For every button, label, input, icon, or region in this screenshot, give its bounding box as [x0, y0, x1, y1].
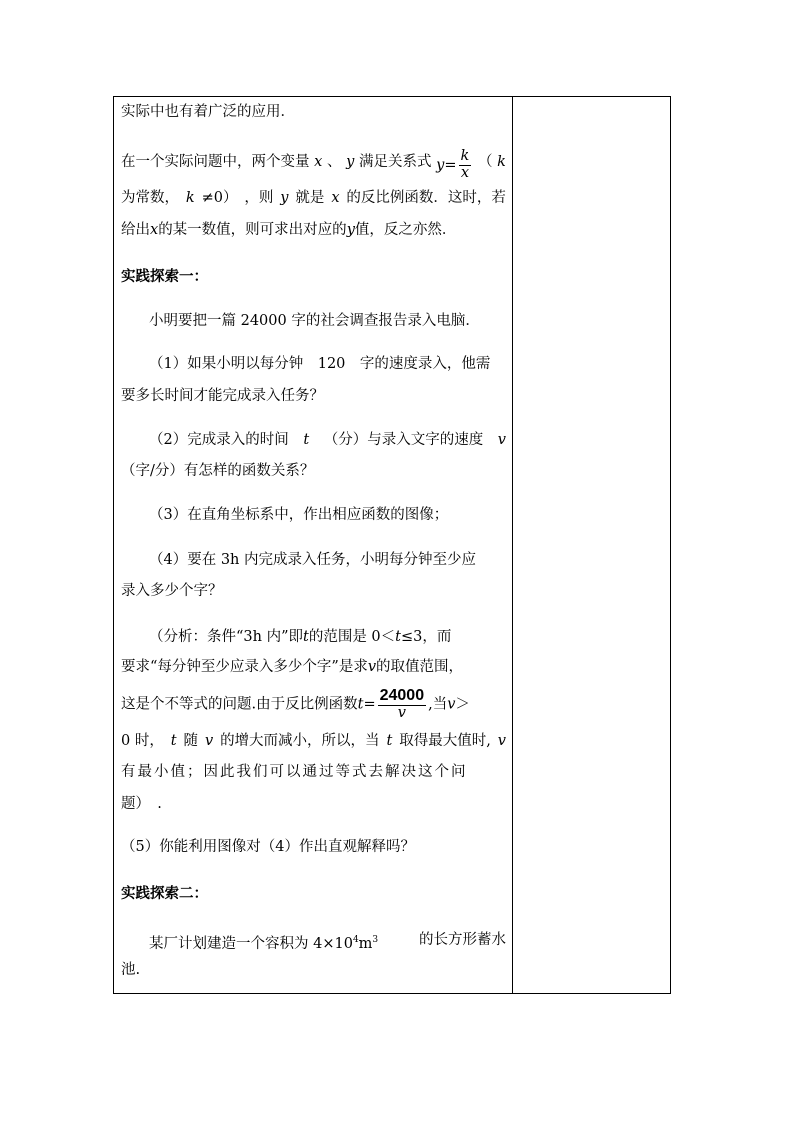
text: 满足关系式 — [359, 154, 432, 170]
var-x: x — [150, 222, 159, 238]
var-t: t — [303, 432, 310, 448]
analysis-line-1 — [149, 624, 451, 651]
question-1-line-2: 要多长时间才能完成录入任务？ — [121, 388, 324, 404]
var-t: t — [357, 696, 364, 713]
text: 某厂计划建造一个容积为 4×10 — [149, 936, 353, 952]
question-2-line-2: （字/分）有怎样的函数关系？ — [121, 463, 315, 479]
var-k: k — [185, 190, 195, 206]
definition-line-2 — [121, 185, 506, 212]
question-3: （3）在直角坐标系中，作出相应函数的图像； — [149, 507, 449, 523]
equals: = — [363, 696, 376, 713]
var-x: x — [314, 154, 323, 170]
var-k: k — [497, 154, 506, 170]
formula — [436, 149, 473, 182]
text: 为常数， — [121, 190, 179, 206]
text: ＞ — [455, 696, 470, 713]
var-v: v — [204, 733, 214, 749]
equals: = — [444, 157, 457, 174]
volume-text — [149, 927, 378, 958]
var-t: t — [395, 629, 401, 645]
fraction-24000-over-v — [378, 687, 427, 722]
text: 0 时， — [121, 733, 164, 749]
text: 的某一数值，则可求出对应的 — [158, 222, 347, 238]
var-y: y — [436, 157, 445, 174]
text: ≤3，而 — [401, 629, 452, 645]
text: 值，反之亦然． — [354, 222, 457, 238]
text: ，则 — [244, 190, 274, 206]
text: 的取值范围， — [376, 659, 464, 675]
fraction-k-over-x — [459, 149, 472, 182]
text-line-1 — [121, 99, 295, 126]
var-y: y — [280, 190, 289, 206]
text: 取得最大值时, — [399, 733, 491, 749]
var-v: v — [497, 733, 506, 749]
var-t: t — [303, 629, 309, 645]
lesson-table — [113, 96, 671, 994]
section-heading-2: 实践探索二： — [121, 885, 208, 902]
text: 的反比例函数．这时，若 — [346, 190, 506, 206]
var-v: v — [497, 432, 506, 448]
text: ≠0） — [201, 190, 238, 206]
text: ,当 — [428, 696, 448, 713]
var-t: t — [386, 733, 393, 749]
question-5: （5）你能利用图像对（4）作出直观解释吗？ — [121, 839, 415, 855]
text: （2）完成录入的时间 — [149, 432, 289, 448]
var-v: v — [447, 696, 456, 713]
text: 的增大而减小，所以，当 — [220, 733, 380, 749]
text: 实际中也有着广泛的应用． — [121, 104, 295, 120]
text: 给出 — [121, 222, 150, 238]
unit: m — [358, 936, 373, 952]
text: 在一个实际问题中，两个变量 — [121, 154, 310, 170]
text: （分析：条件“3h 内”即 — [149, 629, 303, 645]
var-x: x — [331, 190, 340, 206]
text: （ — [477, 154, 493, 170]
question-4-line-2: 录入多少个字？ — [121, 583, 223, 599]
question-4-line-1: （4）要在 3h 内完成录入任务，小明每分钟至少应 — [149, 552, 477, 568]
denominator: x — [460, 164, 470, 181]
analysis-line-2 — [121, 654, 463, 681]
question-2-line-1 — [149, 427, 506, 454]
problem-2-line-2: 池. — [121, 962, 141, 978]
analysis-line-5: 有最小值；因此我们可以通过等式去解决这个问 — [121, 764, 468, 780]
analysis-line-6: 题） . — [121, 796, 162, 812]
var-y: y — [346, 222, 355, 238]
problem-2-line-1 — [149, 927, 506, 958]
analysis-line-4 — [121, 728, 506, 755]
numerator: k — [460, 148, 470, 164]
definition-line-1 — [121, 149, 506, 182]
text: 、 — [327, 154, 342, 170]
text: 就是 — [295, 190, 325, 206]
denominator: v — [397, 704, 406, 721]
analysis-line-3 — [121, 687, 470, 722]
var-y: y — [346, 154, 355, 170]
question-1-line-1: （1）如果小明以每分钟 120 字的速度录入，他需 — [149, 356, 491, 372]
text: （分）与录入文字的速度 — [323, 432, 484, 448]
numerator: 24000 — [379, 687, 425, 704]
text: 要求“每分钟至少应录入多少个字”是求 — [121, 659, 368, 675]
problem-intro: 小明要把一篇 24000 字的社会调查报告录入电脑． — [149, 313, 480, 329]
definition-line-3 — [121, 217, 456, 244]
text: 随 — [183, 733, 199, 749]
text: 的长方形蓄水 — [419, 932, 506, 948]
exponent: 4 — [352, 935, 359, 945]
text: 这是个不等式的问题.由于反比例函数 — [121, 696, 358, 713]
var-t: t — [170, 733, 177, 749]
notes-cell — [513, 97, 670, 993]
text: 的范围是 0＜ — [308, 629, 396, 645]
exponent: 3 — [372, 935, 379, 945]
var-v: v — [367, 659, 377, 675]
section-heading-1: 实践探索一： — [121, 268, 208, 285]
